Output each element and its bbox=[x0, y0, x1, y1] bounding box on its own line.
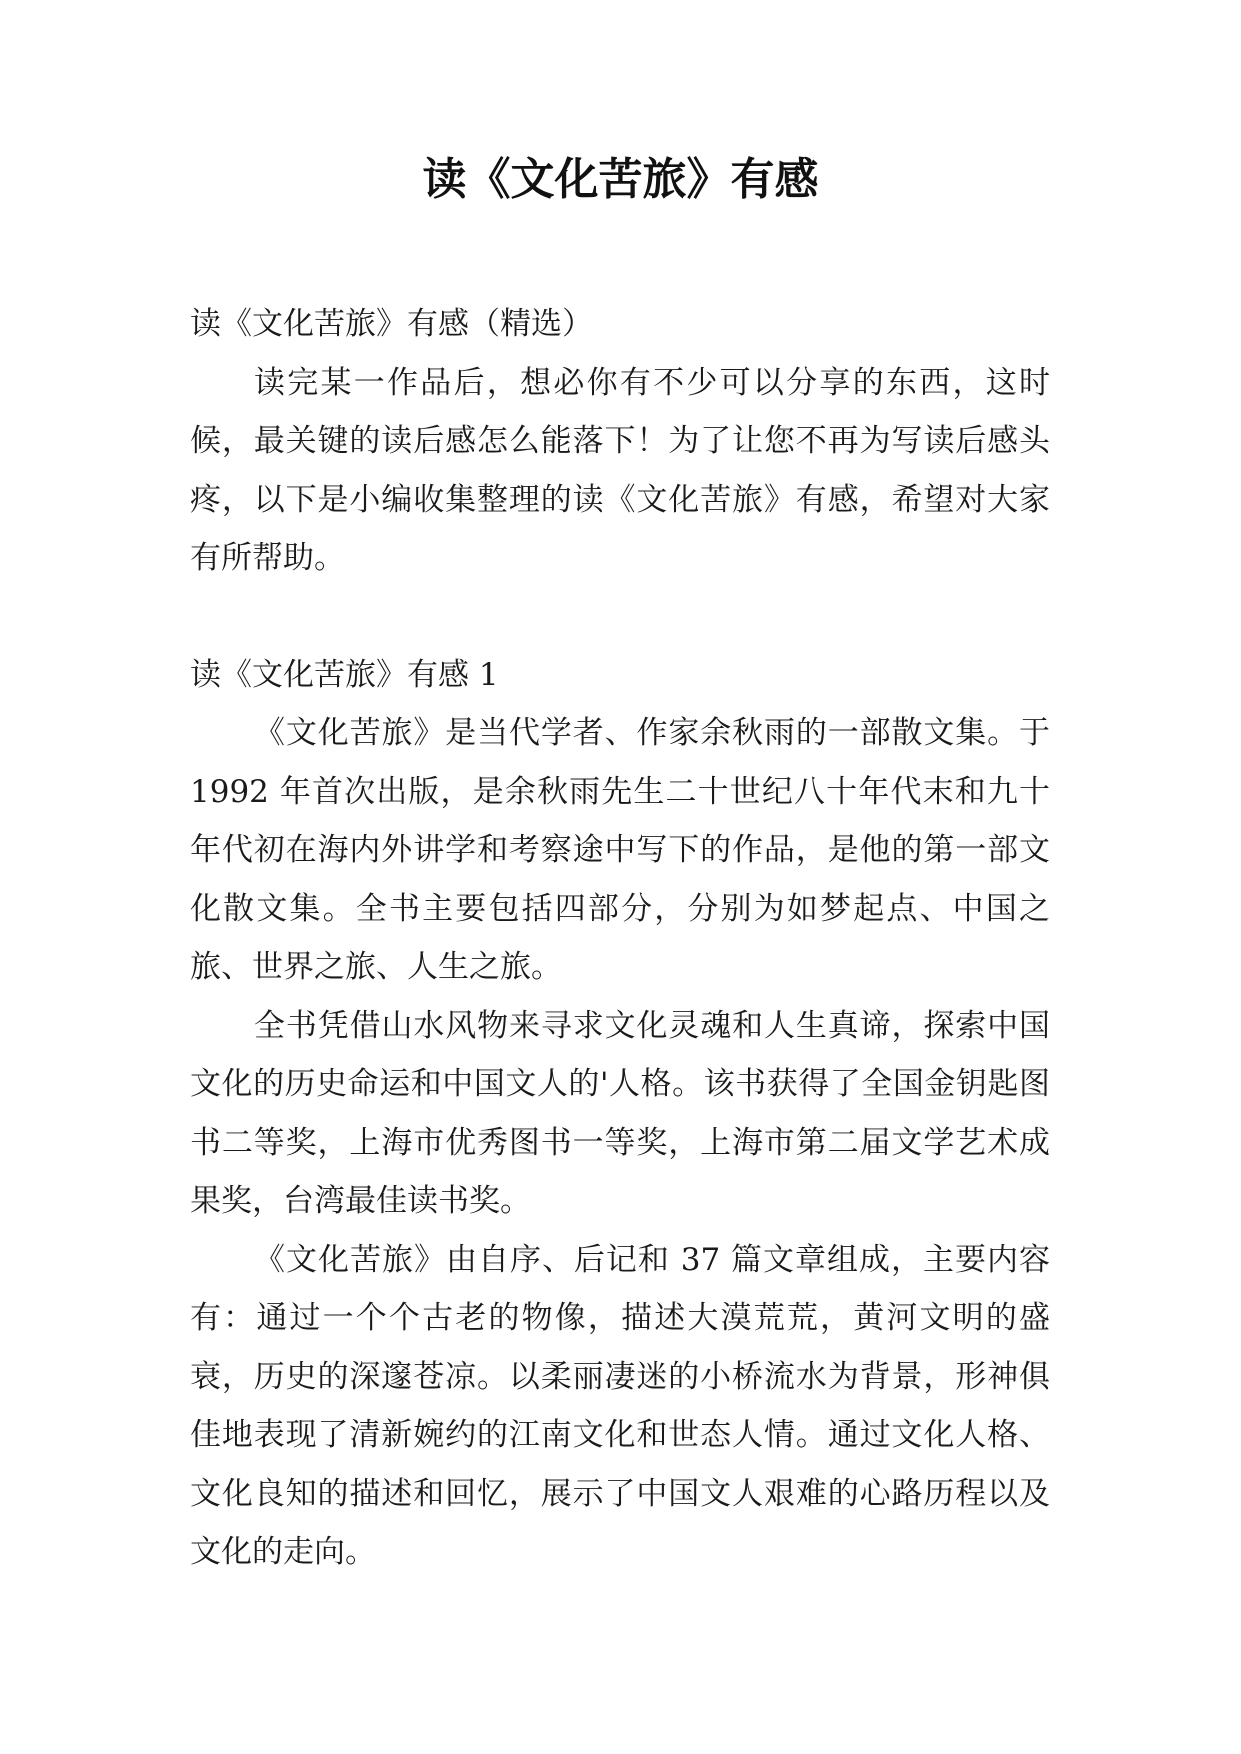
document-title: 读《文化苦旅》有感 bbox=[422, 154, 819, 205]
body-paragraph: 全书凭借山水风物来寻求文化灵魂和人生真谛，探索中国文化的历史命运和中国文人的'人格。该书获得了全国金钥匙图书二等奖，上海市优秀图书一等奖，上海市第二届文学艺术成果奖，台湾最佳读书奖。 bbox=[190, 1007, 1050, 1219]
section-spacer bbox=[190, 588, 1050, 646]
section-heading: 读《文化苦旅》有感 1 bbox=[190, 656, 499, 693]
document-subtitle: 读《文化苦旅》有感（精选） bbox=[190, 306, 593, 342]
body-paragraph: 《文化苦旅》由自序、后记和 37 篇文章组成，主要内容有：通过一个个古老的物像，描述大漠荒荒，黄河文明的盛衰，历史的深邃苍凉。以柔丽凄迷的小桥流水为背景，形神俱佳地表现了清新婉约的江南文化和世态人情。通过文化人格、文化良知的描述和回忆，展示了中国文人艰难的心路历程以及文化的走向。 bbox=[190, 1241, 1050, 1570]
body-paragraph: 《文化苦旅》是当代学者、作家余秋雨的一部散文集。于 1992 年首次出版，是余秋雨先生二十世纪八十年代末和九十年代初在海内外讲学和考察途中写下的作品，是他的第一部文化散文集。全书主要包括四部分，分别为如梦起点、中国之旅、世界之旅、人生之旅。 bbox=[190, 715, 1050, 985]
document-body bbox=[190, 295, 1050, 1582]
intro-paragraph: 读完某一作品后，想必你有不少可以分享的东西，这时候，最关键的读后感怎么能落下！为了让您不再为写读后感头疼，以下是小编收集整理的读《文化苦旅》有感，希望对大家有所帮助。 bbox=[190, 364, 1050, 576]
